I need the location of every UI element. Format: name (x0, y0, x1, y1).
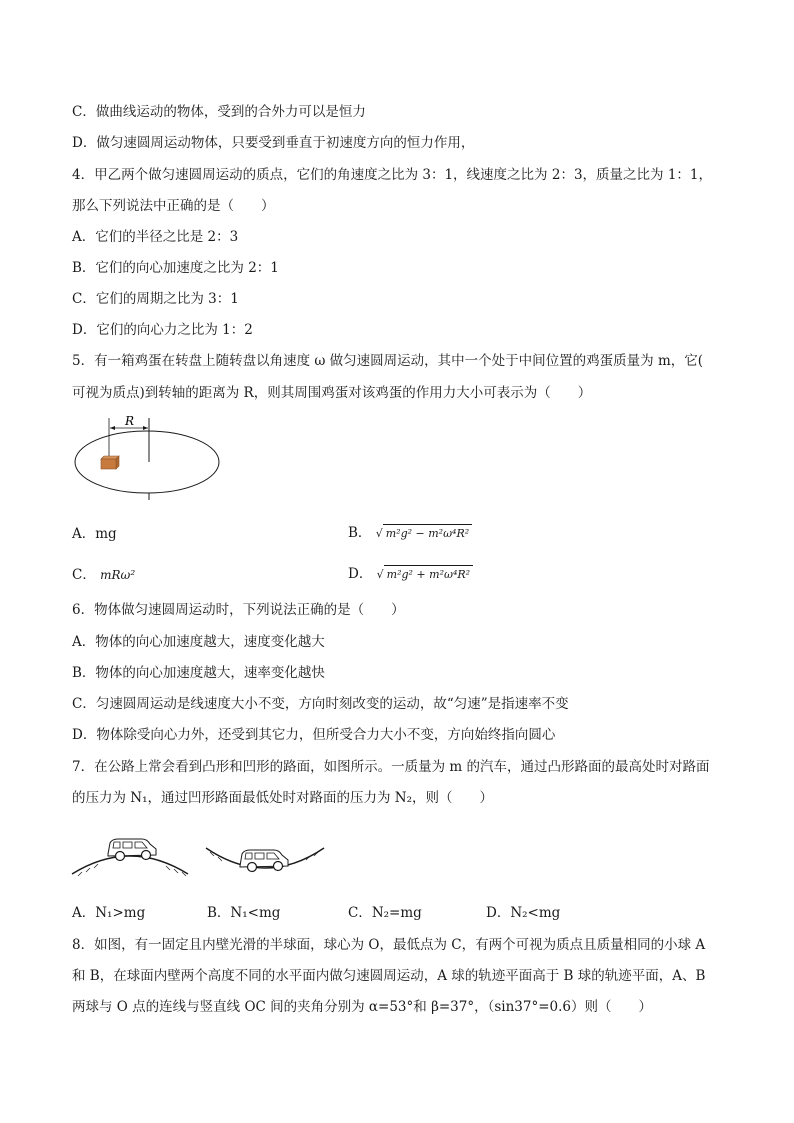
question-7-option-c: C．N₂=mg (348, 905, 422, 921)
question-5-stem-2: 可视为质点)到转轴的距离为 R，则其周围鸡蛋对该鸡蛋的作用力大小可表示为（ ） (72, 385, 592, 401)
sqrt-expression-d: √ m²g² + m²ω⁴R² (377, 565, 473, 584)
turntable-ellipse (75, 431, 219, 493)
question-5-option-d (348, 565, 473, 584)
question-4-option-c: C．它们的周期之比为 3：1 (72, 291, 239, 307)
question-4-option-d: D．它们的向心力之比为 1：2 (72, 322, 253, 338)
question-6-option-c: C．匀速圆周运动是线速度大小不变，方向时刻改变的运动，故“匀速”是指速率不变 (72, 696, 569, 712)
radius-arrow-right (143, 426, 148, 430)
option-c-label: C． (72, 567, 96, 583)
question-7-stem-1: 7．在公路上常会看到凸形和凹形的路面，如图所示。一质量为 m 的汽车，通过凸形路面的最高处时对路面 (72, 759, 710, 775)
question-4-option-a: A．它们的半径之比是 2：3 (72, 229, 239, 245)
question-4-stem-1: 4．甲乙两个做匀速圆周运动的质点，它们的角速度之比为 3：1，线速度之比为 2：3，质量之比为 1：1， (72, 167, 712, 183)
question-7-option-d: D．N₂<mg (486, 905, 561, 921)
question-8-stem-3: 两球与 O 点的连线与竖直线 OC 间的夹角分别为 α=53°和 β=37°，（sin37°=0.6）则（ ） (72, 999, 653, 1015)
option-c-expr: mRω² (100, 568, 136, 582)
question-5-option-a: A．mg (72, 526, 117, 542)
sqrt-expression-b: √ m²g² − m²ω⁴R² (376, 524, 472, 543)
option-c-q3: C．做曲线运动的物体，受到的合外力可以是恒力 (72, 104, 366, 120)
question-7-option-a: A．N₁>mg (72, 905, 146, 921)
question-5-option-b (348, 524, 472, 543)
question-8-stem-2: 和 B，在球面内壁两个高度不同的水平面内做匀速圆周运动，A 球的轨迹平面高于 B 球的轨迹平面，A、B (72, 968, 706, 984)
question-7-stem-2: 的压力为 N₁，通过凹形路面最低处时对路面的压力为 N₂，则（ ） (72, 790, 494, 806)
question-4-option-b: B．它们的向心加速度之比为 2：1 (72, 260, 279, 276)
question-8-stem-1: 8．如图，有一固定且内壁光滑的半球面，球心为 O，最低点为 C，有两个可视为质点且质量相同的小球 A (72, 937, 706, 953)
car-on-convex-icon (108, 839, 156, 861)
turntable-figure (74, 410, 224, 502)
question-7-option-b: B．N₁<mg (207, 905, 281, 921)
radicand-d: m²g² + m²ω⁴R² (384, 565, 473, 584)
convex-road (72, 856, 188, 876)
option-d-label: D． (348, 566, 373, 582)
radius-arrow-left (110, 426, 115, 430)
question-6-option-a: A．物体的向心加速度越大，速度变化越大 (72, 634, 325, 650)
option-d-q3: D．做匀速圆周运动物体，只要受到垂直于初速度方向的恒力作用， (72, 135, 475, 151)
radicand-b: m²g² − m²ω⁴R² (383, 524, 472, 543)
option-b-label: B． (348, 525, 372, 541)
question-5-stem-1: 5．有一箱鸡蛋在转盘上随转盘以角速度 ω 做匀速圆周运动，其中一个处于中间位置的鸡蛋质量为 m，它( (72, 353, 704, 369)
question-6-stem: 6．物体做匀速圆周运动时，下列说法正确的是（ ） (72, 602, 405, 618)
question-5-option-c (72, 566, 135, 584)
radius-label: R (125, 414, 135, 428)
question-6-option-d: D．物体除受向心力外，还受到其它力，但所受合力大小不变，方向始终指向圆心 (72, 727, 556, 743)
question-6-option-b: B．物体的向心加速度越大，速率变化越快 (72, 665, 325, 681)
egg-box-icon (101, 456, 119, 469)
question-4-stem-2: 那么下列说法中正确的是（ ） (72, 198, 275, 214)
road-figure (70, 830, 330, 880)
